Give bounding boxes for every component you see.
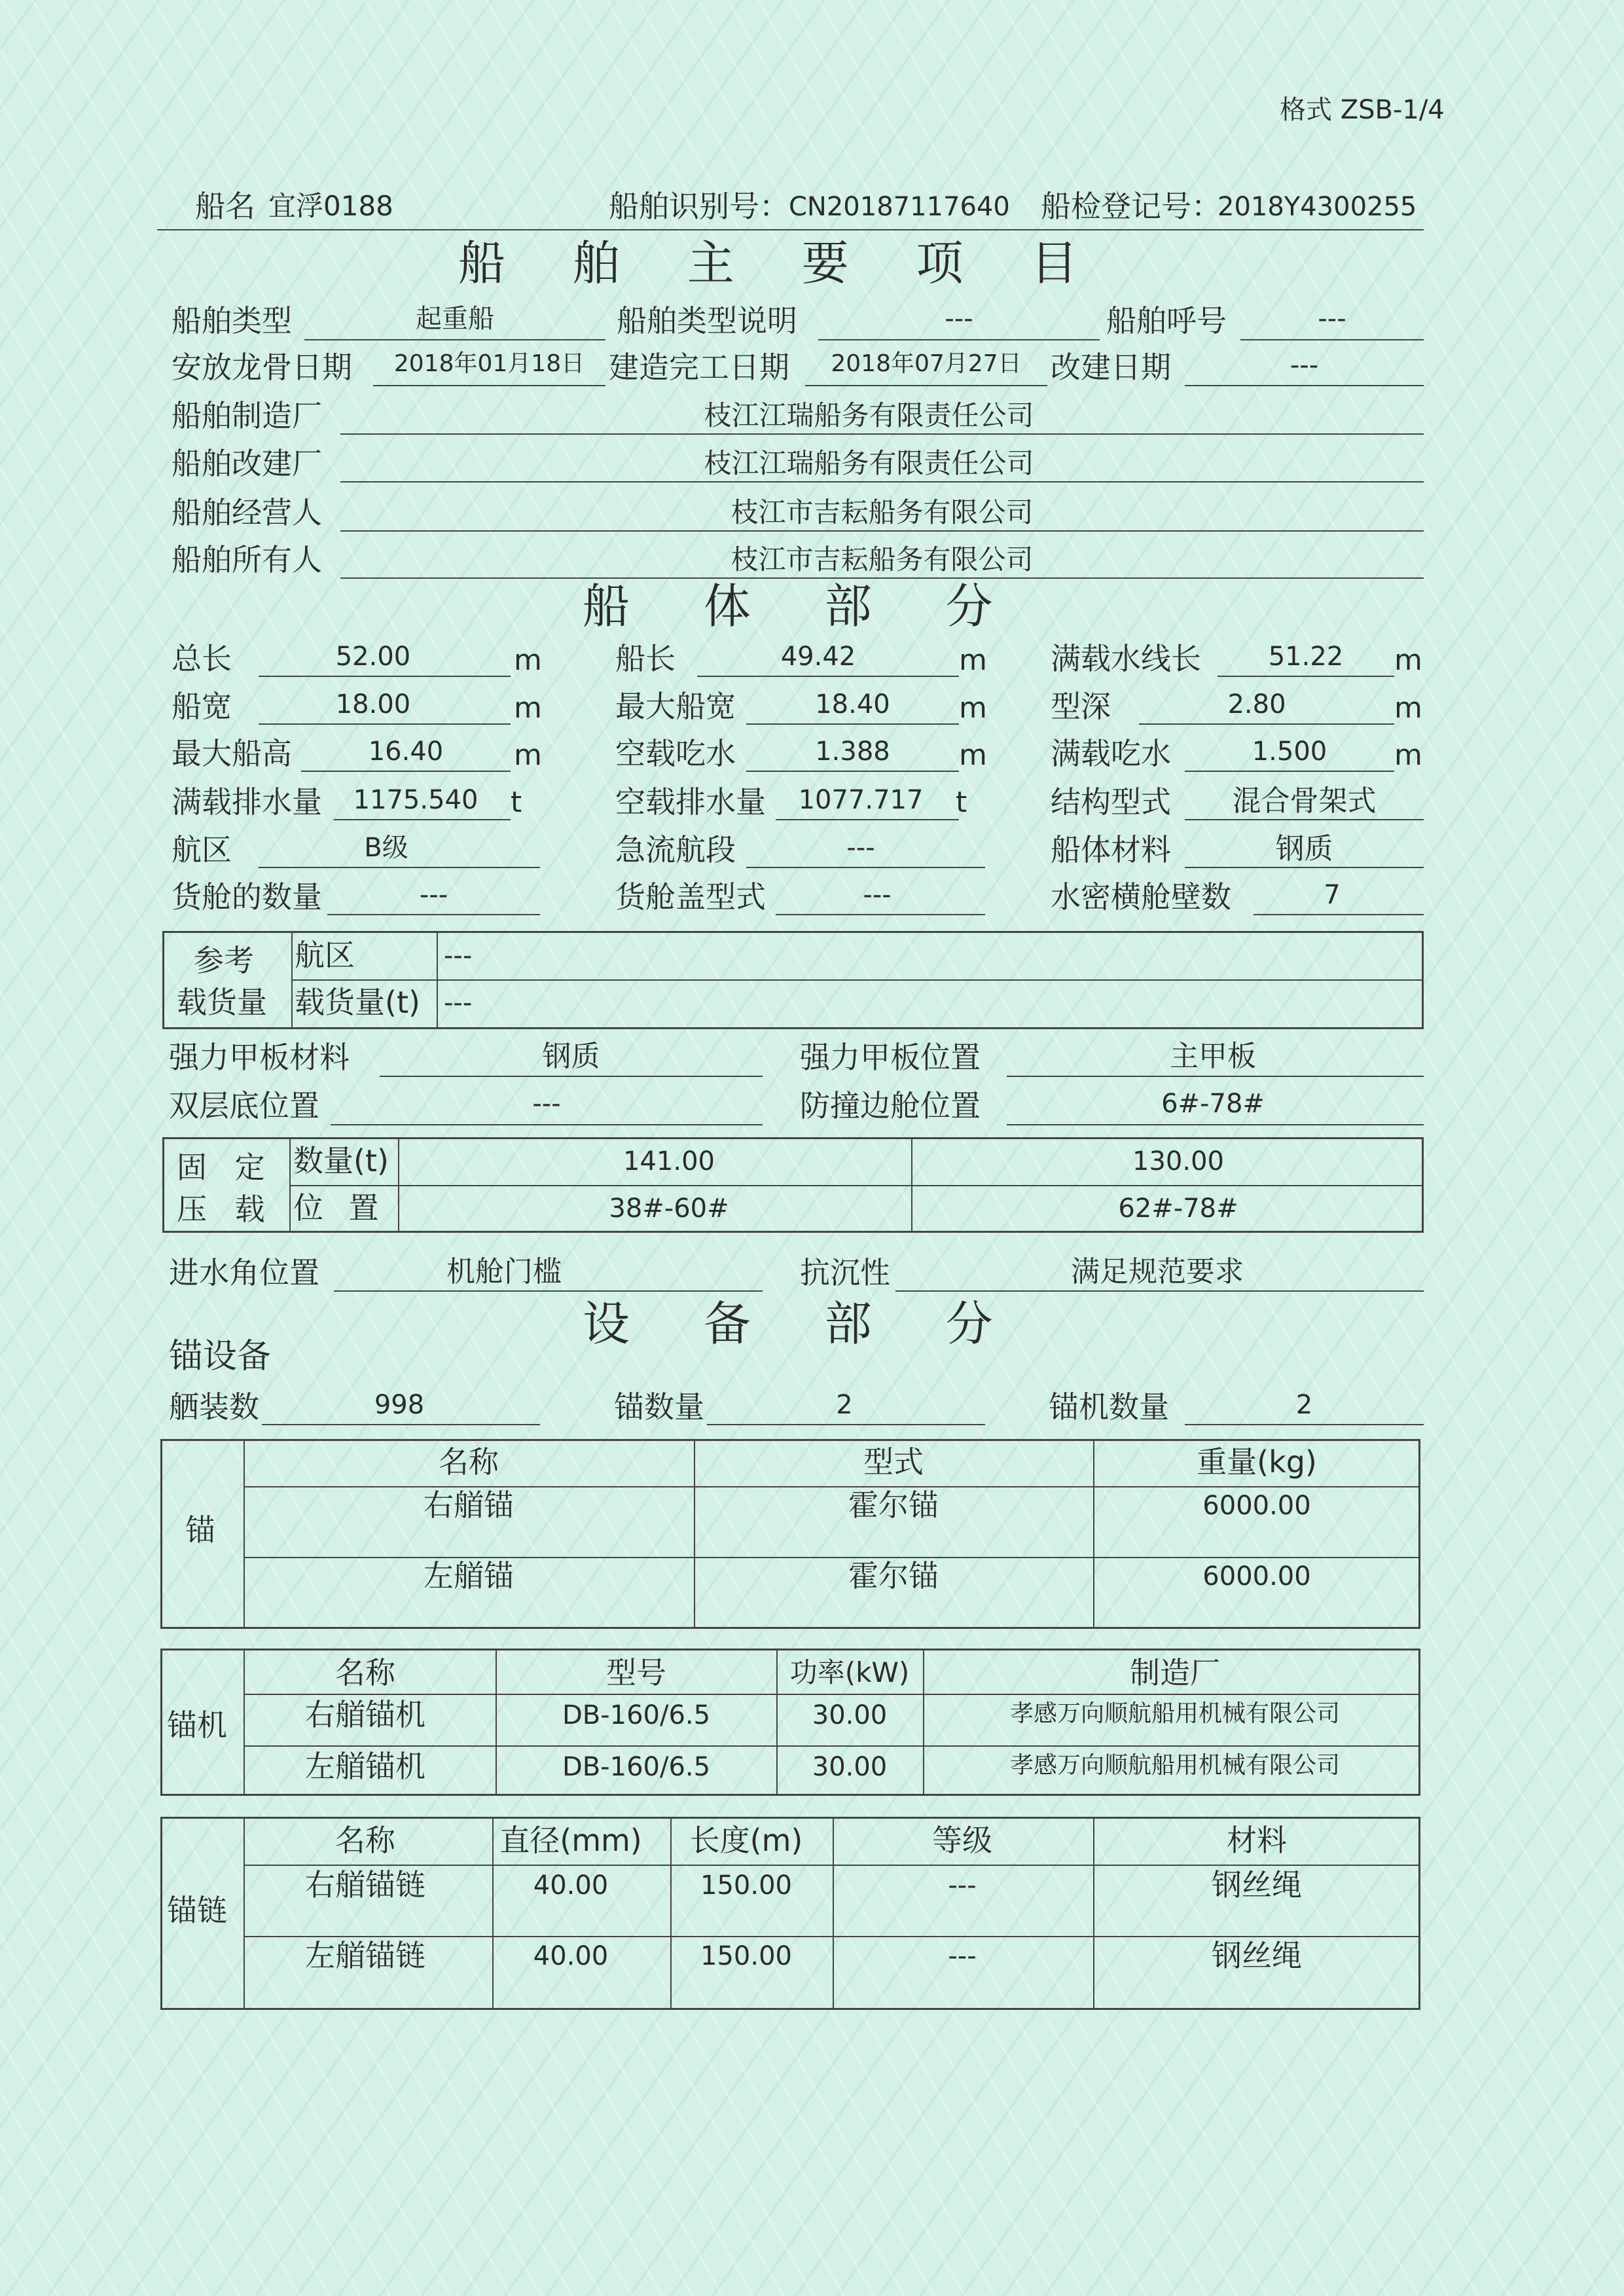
max-height-line <box>301 771 511 772</box>
built-date: 2018年07月27日 <box>831 350 1022 377</box>
ref-cargo-label-2: 载货量 <box>177 985 267 1020</box>
full-draft: 1.500 <box>1252 737 1327 767</box>
deck-material-label: 强力甲板材料 <box>169 1040 350 1075</box>
breadth-unit: m <box>514 691 542 725</box>
ref-area: --- <box>444 941 473 971</box>
flood-angle-line <box>334 1290 763 1292</box>
double-bottom-line <box>331 1124 763 1125</box>
depth-line <box>1139 723 1394 725</box>
windlass-row2-maker: 孝感万向顺航船用机械有限公司 <box>1009 1752 1341 1779</box>
windlass-table-side-label: 锚机 <box>167 1707 227 1743</box>
chain-col-material: 材料 <box>1227 1823 1287 1858</box>
ballast-qty-1: 141.00 <box>623 1146 715 1176</box>
ballast-qty-label: 数量(t) <box>293 1143 389 1178</box>
windlass-row2-power: 30.00 <box>812 1752 888 1782</box>
area-label: 航区 <box>171 832 232 867</box>
windlass-col-power: 功率(kW) <box>789 1656 910 1688</box>
owner: 枝江市吉耘船务有限公司 <box>731 543 1034 575</box>
rebuilt-date-label: 改建日期 <box>1051 350 1171 385</box>
windlass-count-label: 锚机数量 <box>1049 1389 1169 1425</box>
holds-line <box>327 914 540 915</box>
max-breadth: 18.40 <box>815 689 890 720</box>
hatch: --- <box>863 880 892 910</box>
full-draft-unit: m <box>1394 738 1422 772</box>
rebuilder-line <box>340 481 1424 483</box>
sinking: 满足规范要求 <box>1071 1255 1244 1288</box>
builder-line <box>340 433 1424 435</box>
outfit-number-label: 舾装数 <box>169 1389 259 1425</box>
ballast-pos-1: 38#-60# <box>609 1194 729 1224</box>
ref-area-label: 航区 <box>295 938 355 973</box>
sinking-label: 抗沉性 <box>800 1255 890 1290</box>
section-hull-title: 船 体 部 分 <box>583 579 993 634</box>
callsign-label: 船舶呼号 <box>1106 303 1227 338</box>
keel-date-label: 安放龙骨日期 <box>171 350 352 385</box>
ship-id: CN20187117640 <box>789 192 1010 222</box>
bulkheads-label: 水密横舱壁数 <box>1051 879 1231 915</box>
section-main-title: 船 舶 主 要 项 目 <box>458 236 1078 291</box>
ship-name: 宜浮0188 <box>268 190 393 222</box>
holds-label: 货舱的数量 <box>171 879 322 915</box>
depth: 2.80 <box>1227 689 1286 720</box>
chain-table-col-1 <box>244 1817 245 2010</box>
lpp-unit: m <box>959 644 987 677</box>
lwl-unit: m <box>1394 644 1422 677</box>
rebuilt-date: --- <box>1290 350 1319 380</box>
depth-unit: m <box>1394 691 1422 725</box>
ship-type-line <box>304 339 605 340</box>
anchor-row2-type: 霍尔锚 <box>848 1558 939 1594</box>
deck-position: 主甲板 <box>1170 1040 1256 1073</box>
type-desc-label: 船舶类型说明 <box>617 303 797 338</box>
lpp-line <box>697 676 959 677</box>
depth-label: 型深 <box>1051 689 1111 724</box>
flood-angle: 机舱门槛 <box>446 1255 562 1288</box>
loa-unit: m <box>514 644 542 677</box>
chain-table-col-3 <box>670 1817 672 2010</box>
windlass-count-line <box>1185 1424 1424 1425</box>
anchor-row2-weight: 6000.00 <box>1202 1561 1311 1592</box>
anchor-table-side-label: 锚 <box>185 1512 215 1548</box>
area: B级 <box>364 833 408 863</box>
anchor-row1-type: 霍尔锚 <box>848 1487 939 1523</box>
light-disp: 1077.717 <box>798 785 924 815</box>
rapids: --- <box>846 833 875 863</box>
light-disp-unit: t <box>956 786 967 819</box>
rebuilder-label: 船舶改建厂 <box>171 446 322 481</box>
deck-position-line <box>1007 1076 1424 1077</box>
anchor-col-weight: 重量(kg) <box>1197 1444 1317 1480</box>
max-breadth-label: 最大船宽 <box>615 689 736 724</box>
breadth-label: 船宽 <box>171 689 232 724</box>
chain-col-length: 长度(m) <box>689 1823 803 1858</box>
chain-row2-name: 左艏锚链 <box>305 1938 425 1973</box>
builder-label: 船舶制造厂 <box>171 398 322 433</box>
anchor-row1-weight: 6000.00 <box>1202 1491 1311 1521</box>
light-draft-line <box>746 771 959 772</box>
ref-cargo-label-1: 参考 <box>194 943 254 978</box>
windlass-table-row-divider <box>244 1745 1420 1747</box>
rapids-line <box>746 867 985 868</box>
callsign: --- <box>1318 304 1346 334</box>
area-line <box>259 867 540 868</box>
reg-no: 2018Y4300255 <box>1218 192 1417 222</box>
type-desc-line <box>818 339 1100 340</box>
windlass-count: 2 <box>1295 1390 1313 1420</box>
ballast-pos-label: 位 置 <box>293 1190 379 1226</box>
windlass-table-col-4 <box>923 1649 924 1796</box>
deck-position-label: 强力甲板位置 <box>800 1040 981 1075</box>
max-height: 16.40 <box>368 737 444 767</box>
rebuilder: 枝江江瑞船务有限责任公司 <box>704 447 1034 479</box>
ballast-label-1: 固 定 <box>177 1150 265 1185</box>
windlass-table-col-3 <box>776 1649 778 1796</box>
holds: --- <box>419 880 448 910</box>
windlass-table-header-divider <box>244 1694 1420 1695</box>
ship-type: 起重船 <box>416 304 494 334</box>
sinking-line <box>895 1290 1424 1292</box>
lpp: 49.42 <box>780 642 856 672</box>
anchor-row1-name: 右艏锚 <box>424 1487 514 1523</box>
chain-col-name: 名称 <box>335 1823 395 1858</box>
built-date-label: 建造完工日期 <box>609 350 789 385</box>
light-disp-line <box>776 819 959 820</box>
chain-table-side-label: 锚链 <box>167 1893 227 1928</box>
lwl-label: 满载水线长 <box>1051 641 1201 676</box>
chain-row1-name: 右艏锚链 <box>305 1867 425 1903</box>
breadth: 18.00 <box>335 689 411 720</box>
chain-row1-grade: --- <box>948 1870 977 1901</box>
windlass-col-model: 型号 <box>606 1655 666 1690</box>
anchor-table-row-divider <box>244 1557 1420 1558</box>
structure-line <box>1185 819 1424 820</box>
chain-col-diameter: 直径(mm) <box>499 1823 642 1858</box>
anchor-count: 2 <box>836 1390 853 1420</box>
hatch-label: 货舱盖型式 <box>615 879 766 915</box>
anchor-table-col-3 <box>1093 1439 1094 1629</box>
ballast-label-2: 压 载 <box>177 1192 265 1227</box>
anchor-row2-name: 左艏锚 <box>424 1558 514 1594</box>
deck-material: 钢质 <box>542 1040 600 1073</box>
double-bottom-label: 双层底位置 <box>169 1088 319 1123</box>
chain-col-grade: 等级 <box>932 1823 992 1858</box>
structure-label: 结构型式 <box>1051 784 1171 820</box>
light-disp-label: 空载排水量 <box>615 784 766 820</box>
lwl: 51.22 <box>1268 642 1344 672</box>
outfit-number: 998 <box>374 1390 425 1420</box>
material: 钢质 <box>1275 832 1333 866</box>
hatch-line <box>776 914 985 915</box>
anchor-col-type: 型式 <box>863 1444 924 1480</box>
anchor-equipment-title: 锚设备 <box>169 1337 272 1376</box>
anchor-count-line <box>707 1424 985 1425</box>
operator-label: 船舶经营人 <box>171 495 322 530</box>
ballast-pos-2: 62#-78# <box>1118 1194 1238 1224</box>
chain-row1-diameter: 40.00 <box>533 1870 609 1901</box>
rebuilt-date-line <box>1185 385 1424 386</box>
reg-no-label: 船检登记号： <box>1041 189 1221 224</box>
loa-label: 总长 <box>171 641 232 676</box>
loa-line <box>259 676 511 677</box>
full-disp-unit: t <box>511 786 522 819</box>
breadth-line <box>259 723 511 725</box>
builder: 枝江江瑞船务有限责任公司 <box>704 399 1034 431</box>
chain-row2-grade: --- <box>948 1941 977 1971</box>
collision-label: 防撞边舱位置 <box>800 1088 981 1123</box>
chain-table-col-2 <box>492 1817 494 2010</box>
outfit-number-line <box>262 1424 540 1425</box>
rapids-label: 急流航段 <box>615 832 736 867</box>
ref-cargo-qty-label: 载货量(t) <box>295 985 420 1020</box>
callsign-line <box>1240 339 1424 340</box>
section-equip-title: 设 备 部 分 <box>583 1296 993 1351</box>
ref-cargo-qty: --- <box>444 988 473 1018</box>
lwl-line <box>1218 676 1394 677</box>
windlass-row1-model: DB-160/6.5 <box>562 1700 711 1730</box>
full-draft-label: 满载吃水 <box>1051 736 1171 771</box>
ship-name-label: 船名 <box>195 189 255 224</box>
windlass-col-maker: 制造厂 <box>1130 1655 1220 1690</box>
anchor-table-col-1 <box>244 1439 245 1629</box>
ship-type-label: 船舶类型 <box>171 303 292 338</box>
anchor-col-name: 名称 <box>439 1444 499 1480</box>
chain-table-header-divider <box>244 1865 1420 1866</box>
ref-cargo-row-divider <box>291 979 1424 981</box>
chain-row2-diameter: 40.00 <box>533 1941 609 1971</box>
full-disp-label: 满载排水量 <box>171 784 322 820</box>
ballast-row-divider <box>289 1185 1424 1186</box>
windlass-row2-name: 左艏锚机 <box>305 1749 425 1784</box>
ballast-qty-2: 130.00 <box>1132 1146 1224 1176</box>
owner-label: 船舶所有人 <box>171 542 322 577</box>
light-draft-label: 空载吃水 <box>615 736 736 771</box>
windlass-row1-power: 30.00 <box>812 1700 888 1730</box>
header-rule <box>157 229 1424 230</box>
chain-row2-length: 150.00 <box>700 1941 792 1971</box>
max-breadth-line <box>746 723 959 725</box>
built-date-line <box>805 385 1047 386</box>
collision: 6#-78# <box>1161 1089 1265 1119</box>
operator: 枝江市吉耘船务有限公司 <box>731 496 1034 528</box>
max-height-label: 最大船高 <box>171 736 292 771</box>
bulkheads-line <box>1254 914 1424 915</box>
windlass-row1-name: 右艏锚机 <box>305 1697 425 1732</box>
light-draft-unit: m <box>959 738 987 772</box>
keel-date-line <box>373 385 605 386</box>
chain-table-col-5 <box>1093 1817 1094 2010</box>
loa: 52.00 <box>335 642 411 672</box>
operator-line <box>340 530 1424 532</box>
anchor-count-label: 锚数量 <box>614 1389 704 1425</box>
max-height-unit: m <box>514 738 542 772</box>
chain-table-col-4 <box>833 1817 834 2010</box>
anchor-table-header-divider <box>244 1486 1420 1487</box>
flood-angle-label: 进水角位置 <box>169 1255 319 1290</box>
type-desc: --- <box>945 304 973 334</box>
chain-table-row-divider <box>244 1936 1420 1937</box>
structure: 混合骨架式 <box>1232 784 1377 818</box>
windlass-table-col-1 <box>244 1649 245 1796</box>
max-breadth-unit: m <box>959 691 987 725</box>
ship-id-label: 船舶识别号： <box>609 189 789 224</box>
form-code: 格式 ZSB-1/4 <box>1280 95 1445 125</box>
full-disp-line <box>334 819 511 820</box>
full-disp: 1175.540 <box>353 785 478 815</box>
full-draft-line <box>1185 771 1394 772</box>
deck-material-line <box>380 1076 763 1077</box>
chain-row1-length: 150.00 <box>700 1870 792 1901</box>
chain-row1-material: 钢丝绳 <box>1212 1867 1302 1903</box>
keel-date: 2018年01月18日 <box>393 350 585 377</box>
windlass-row1-maker: 孝感万向顺航船用机械有限公司 <box>1009 1700 1341 1727</box>
double-bottom: --- <box>532 1089 561 1119</box>
chain-row2-material: 钢丝绳 <box>1212 1938 1302 1973</box>
material-line <box>1185 867 1424 868</box>
light-draft: 1.388 <box>815 737 890 767</box>
material-label: 船体材料 <box>1051 832 1171 867</box>
windlass-table-col-2 <box>496 1649 497 1796</box>
collision-line <box>1007 1124 1424 1125</box>
windlass-row2-model: DB-160/6.5 <box>562 1752 711 1782</box>
lpp-label: 船长 <box>615 641 676 676</box>
windlass-col-name: 名称 <box>335 1655 395 1690</box>
bulkheads: 7 <box>1324 880 1341 910</box>
anchor-table-col-2 <box>694 1439 695 1629</box>
